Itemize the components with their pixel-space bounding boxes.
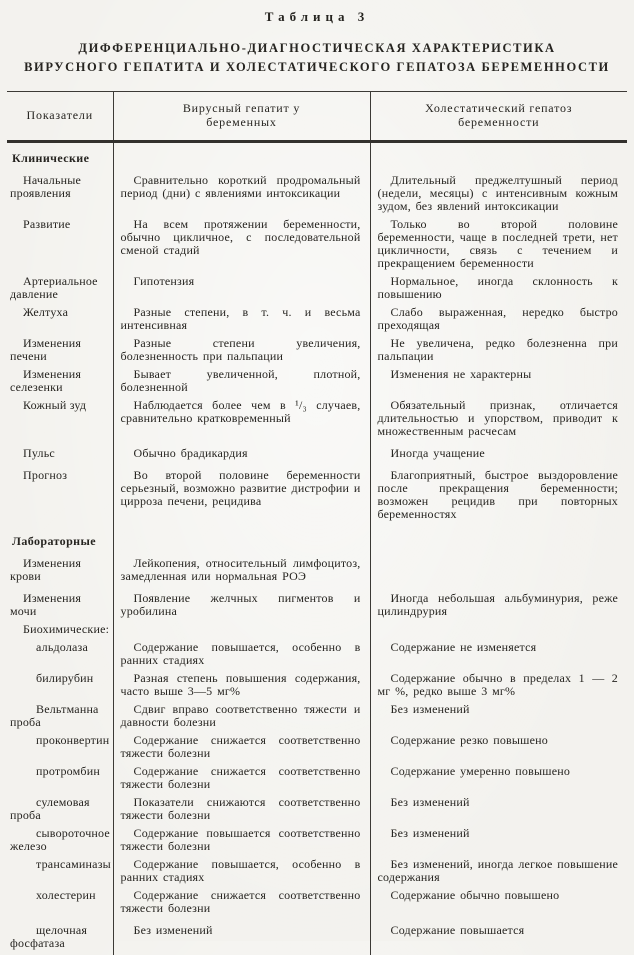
table-row	[7, 672, 627, 703]
table-row	[7, 306, 627, 337]
title-line-1: ДИФФЕРЕНЦИАЛЬНО-ДИАГНОСТИЧЕСКАЯ ХАРАКТЕРИСТИКА	[78, 41, 555, 55]
row-label: протромбин	[10, 765, 108, 778]
table-row	[7, 703, 627, 734]
row-value-hepatosis: Иногда небольшая альбуминурия, реже цилиндрурия	[378, 592, 619, 618]
row-value-hepatosis: Только во второй половине беременности, чаще в последней трети, нет цикличности, связь с течением и прекращением беременности	[378, 218, 619, 270]
table-row	[7, 337, 627, 368]
row-value-hepatosis: Благоприятный, быстрое выздоровление после прекращения беременности; возможен рецидив при повторных беременностях	[378, 469, 619, 521]
row-label: Пульс	[10, 447, 108, 460]
row-label: билирубин	[10, 672, 108, 685]
table-row	[7, 920, 627, 955]
row-value-hepatosis: Содержание обычно в пределах 1 — 2 мг %, редко выше 3 мг%	[378, 672, 619, 698]
row-label: Изменения селезенки	[10, 368, 108, 394]
row-label: альдолаза	[10, 641, 108, 654]
row-value-hepatitis: Обычно брадикардия	[121, 447, 361, 460]
row-value-hepatitis: Разная степень повышения содержания, часто выше 3—5 мг%	[121, 672, 361, 698]
row-value-hepatitis: Содержание повышается, особенно в ранних стадиях	[121, 641, 361, 667]
table-row	[7, 588, 627, 623]
page-title	[14, 39, 620, 77]
table-header	[7, 92, 627, 142]
row-label: Развитие	[10, 218, 108, 231]
row-value-hepatitis: Сдвиг вправо соответственно тяжести и давности болезни	[121, 703, 361, 729]
table-row	[7, 443, 627, 465]
table-number-caption: Таблица 3	[0, 9, 634, 25]
table-row	[7, 734, 627, 765]
row-value-hepatosis: Изменения не характерны	[378, 368, 619, 381]
row-label: Изменения крови	[10, 557, 108, 583]
column-header-hepatosis: Холестатический гепатоз беременности	[370, 92, 627, 142]
row-value-hepatosis: Без изменений	[378, 796, 619, 809]
row-value-hepatosis: Слабо выраженная, нередко быстро преходящая	[378, 306, 619, 332]
row-value-hepatosis: Без изменений, иногда легкое повышение содержания	[378, 858, 619, 884]
row-value-hepatitis: Гипотензия	[121, 275, 361, 288]
section-label: Лабораторные	[10, 535, 108, 548]
row-label: Желтуха	[10, 306, 108, 319]
column-header-hepatitis: Вирусный гепатит у беременных	[113, 92, 370, 142]
diagnostic-table	[7, 91, 627, 955]
subsection-label: Биохимические:	[10, 623, 108, 636]
table-row	[7, 174, 627, 218]
row-label: Изменения печени	[10, 337, 108, 363]
subsection-row-biochemical	[7, 623, 627, 641]
row-label: Вельтманна проба	[10, 703, 108, 729]
row-value-hepatitis: Содержание повышается, особенно в ранних стадиях	[121, 858, 361, 884]
section-label: Клинические	[10, 152, 108, 165]
table-row	[7, 765, 627, 796]
table-row	[7, 827, 627, 858]
row-label: Начальные проявления	[10, 174, 108, 200]
row-value-hepatosis: Содержание повышается	[378, 924, 619, 937]
row-value-hepatosis: Иногда учащение	[378, 447, 619, 460]
row-value-hepatosis: Содержание обычно повышено	[378, 889, 619, 902]
table-row	[7, 858, 627, 889]
row-value-hepatitis: Содержание снижается соответственно тяжести болезни	[121, 765, 361, 791]
table-row	[7, 368, 627, 399]
row-value-hepatosis: Нормальное, иногда склонность к повышению	[378, 275, 619, 301]
row-value-hepatitis: Появление желчных пигментов и уробилина	[121, 592, 361, 618]
column-header-indicators: Показатели	[7, 92, 113, 142]
row-label: Кожный зуд	[10, 399, 108, 412]
row-value-hepatitis: Разные степени увеличения, болезненность при пальпации	[121, 337, 361, 363]
row-value-hepatitis: Сравнительно короткий продромальный период (дни) с явлениями интоксикации	[121, 174, 361, 200]
row-value-hepatitis: Лейкопения, относительный лимфоцитоз, замедленная или нормальная РОЭ	[121, 557, 361, 583]
row-value-hepatosis: Содержание умеренно повышено	[378, 765, 619, 778]
row-value-hepatitis: Во второй половине беременности серьезный, возможно развитие дистрофии и цирроза печени, рецидива	[121, 469, 361, 508]
row-label: щелочная фосфатаза	[10, 924, 108, 950]
table-row	[7, 399, 627, 443]
row-value-hepatitis: Без изменений	[121, 924, 361, 937]
section-row-laboratory	[7, 526, 627, 557]
row-value-hepatitis: На всем протяжении беременности, обычно цикличное, с последовательной сменой стадий	[121, 218, 361, 257]
row-value-hepatosis: Содержание не изменяется	[378, 641, 619, 654]
row-value-hepatitis: Наблюдается более чем в ¹/₃ случаев, сравнительно кратковременный	[121, 399, 361, 425]
row-value-hepatosis: Обязательный признак, отличается длительностью и упорством, приводит к множественным расчесам	[378, 399, 619, 438]
row-label: проконвертин	[10, 734, 108, 747]
row-value-hepatosis: Не увеличена, редко болезненна при пальпации	[378, 337, 619, 363]
table-row	[7, 218, 627, 275]
table-row	[7, 465, 627, 526]
row-label: сывороточное железо	[10, 827, 108, 853]
table-row	[7, 557, 627, 588]
row-label: трансаминазы	[10, 858, 108, 871]
row-value-hepatitis: Содержание снижается соответственно тяжести болезни	[121, 734, 361, 760]
row-value-hepatitis: Показатели снижаются соответственно тяжести болезни	[121, 796, 361, 822]
table-body	[7, 142, 627, 955]
row-value-hepatosis: Без изменений	[378, 703, 619, 716]
row-value-hepatitis: Бывает увеличенной, плотной, болезненной	[121, 368, 361, 394]
row-label: холестерин	[10, 889, 108, 902]
row-label: Артериальное давление	[10, 275, 108, 301]
row-value-hepatosis: Содержание резко повышено	[378, 734, 619, 747]
table-row	[7, 796, 627, 827]
row-value-hepatitis: Содержание повышается соответственно тяжести болезни	[121, 827, 361, 853]
table-row	[7, 889, 627, 920]
row-value-hepatitis: Содержание снижается соответственно тяжести болезни	[121, 889, 361, 915]
row-value-hepatosis: Без изменений	[378, 827, 619, 840]
header-row	[7, 92, 627, 142]
table-row	[7, 641, 627, 672]
row-label: сулемовая проба	[10, 796, 108, 822]
row-label: Изменения мочи	[10, 592, 108, 618]
title-line-2: ВИРУСНОГО ГЕПАТИТА И ХОЛЕСТАТИЧЕСКОГО ГЕПАТОЗА БЕРЕМЕННОСТИ	[24, 60, 610, 74]
row-value-hepatitis: Разные степени, в т. ч. и весьма интенсивная	[121, 306, 361, 332]
section-row-clinical	[7, 142, 627, 175]
row-value-hepatosis: Длительный преджелтушный период (недели, месяцы) с интенсивным кожным зудом, без явлений интоксикации	[378, 174, 619, 213]
table-row	[7, 275, 627, 306]
row-label: Прогноз	[10, 469, 108, 482]
